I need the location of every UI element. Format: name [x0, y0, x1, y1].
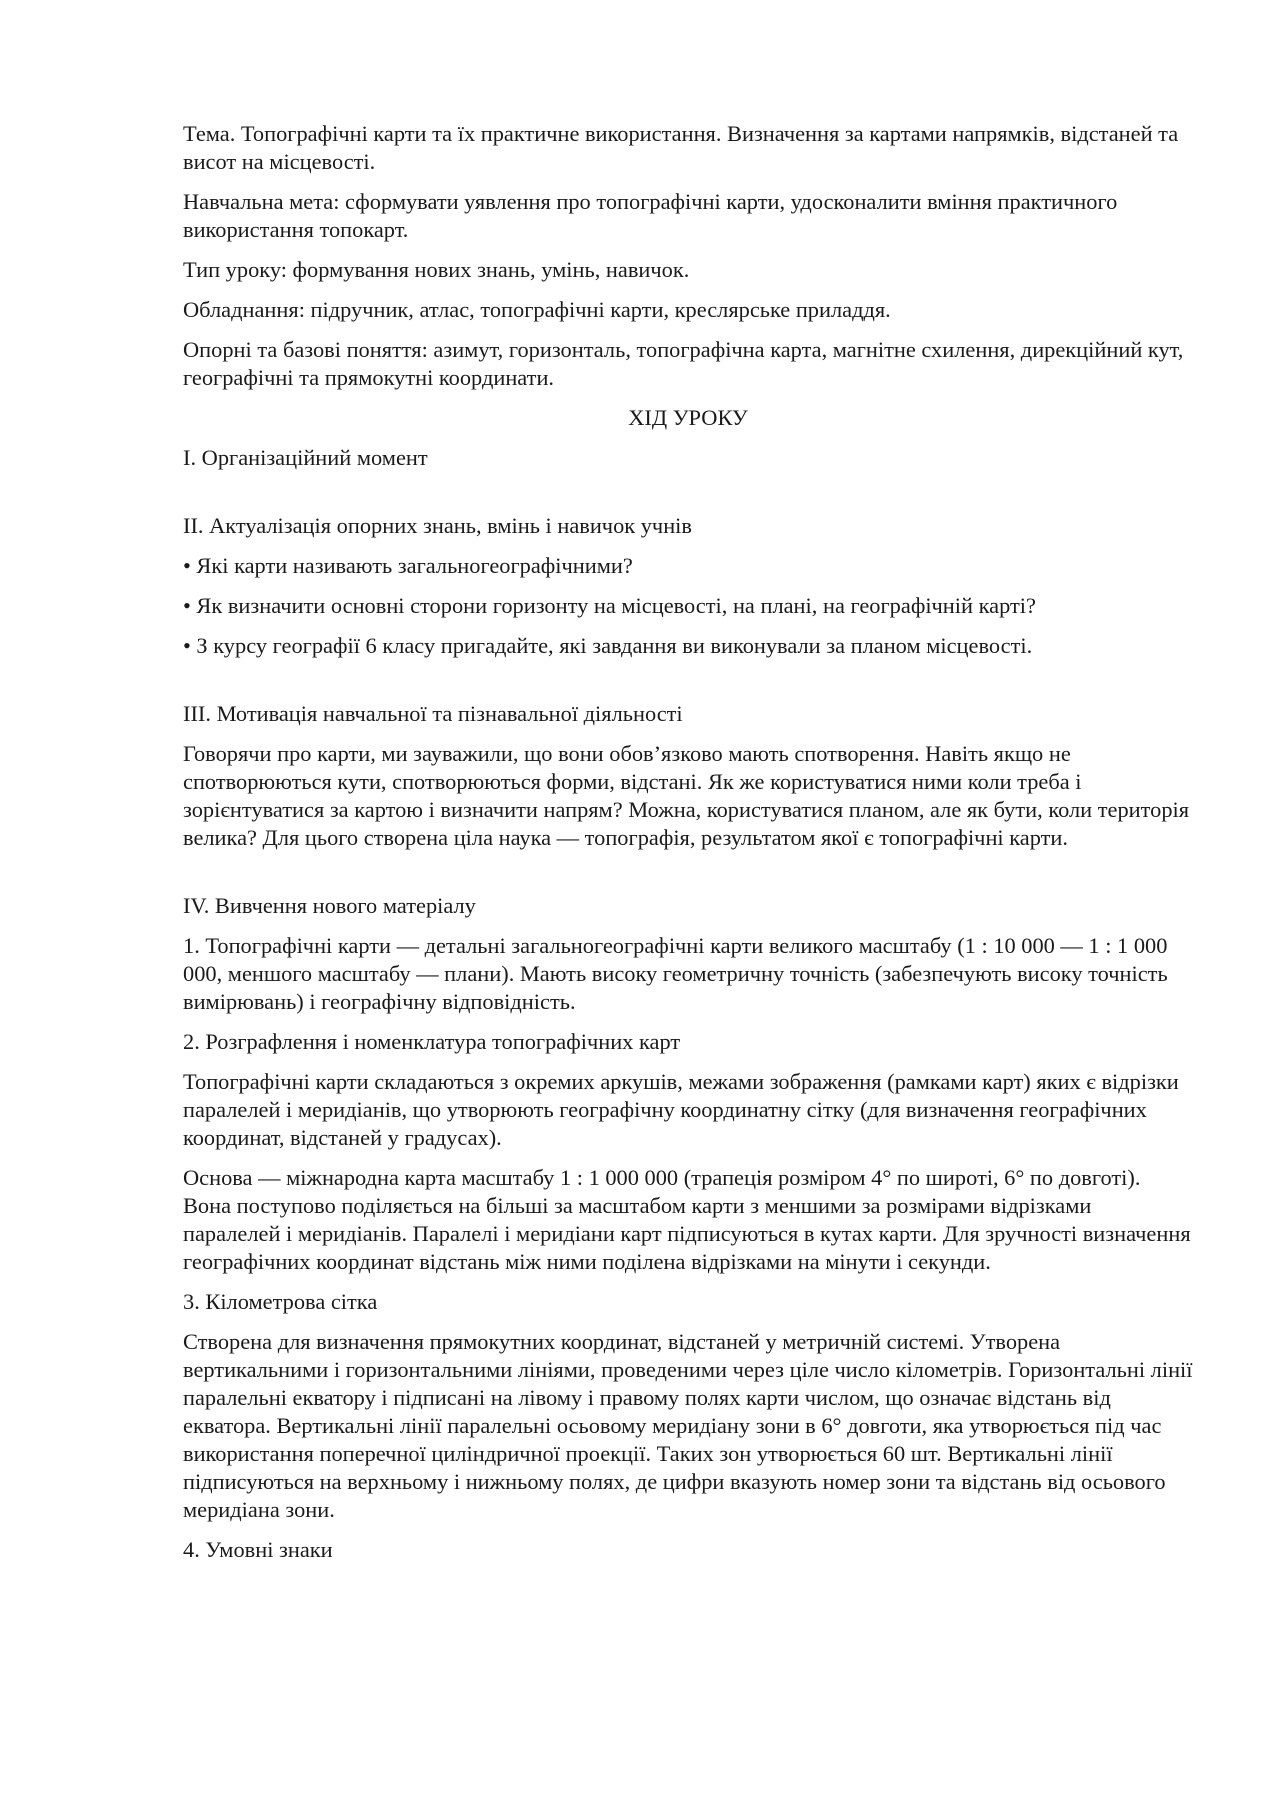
- item-4-heading: 4. Умовні знаки: [183, 1537, 333, 1562]
- item-2-paragraph-2: Основа — міжнародна карта масштабу 1 : 1 000 000 (трапеція розміром 4° по широті, 6° по довготі). Вона поступово поділяється на більші за масштабом карти з меншими за розмірами відрізками паралелей і меридіанів. Паралелі і меридіани карт підписуються в кутах карти. Для зручності визначення географічних координат відстань між ними поділена відрізками на мінути і секунди.: [183, 1165, 1191, 1274]
- item-3-paragraph: Створена для визначення прямокутних координат, відстаней у метричній системі. Утворена вертикальними і горизонтальними лініями, проведеними через ціле число кілометрів. Горизонтальні лінії паралельні екватору і підписані на лівому і правому полях карти числом, що означає відстань від екватора. Вертикальні лінії паралельні осьовому меридіану зони в 6° довготи, яка утворюється під час використання поперечної циліндричної проекції. Таких зон утворюється 60 шт. Вертикальні лінії підписуються на верхньому і нижньому полях, де цифри вказують номер зони та відстань від осьового меридіана зони.: [183, 1329, 1193, 1522]
- lesson-topic: Тема. Топографічні карти та їх практичне використання. Визначення за картами напрямків, відстаней та висот на місцевості.: [183, 121, 1179, 174]
- lesson-goal: Навчальна мета: сформувати уявлення про топографічні карти, удосконалити вміння практичного використання топокарт.: [183, 189, 1118, 242]
- lesson-key-concepts: Опорні та базові поняття: азимут, горизонталь, топографічна карта, магнітне схилення, дирекційний кут, географічні та прямокутні координати.: [183, 337, 1184, 390]
- item-2-heading: 2. Розграфлення і номенклатура топографічних карт: [183, 1029, 681, 1054]
- section-heading-4: IV. Вивчення нового матеріалу: [183, 893, 476, 918]
- item-1-paragraph: 1. Топографічні карти — детальні загальногеографічні карти великого масштабу (1 : 10 000 — 1 : 1 000 000, меншого масштабу — плани). Мають високу геометричну точність (забезпечують високу точність вимірювань) і географічну відповідність.: [183, 933, 1168, 1014]
- lesson-heading: ХІД УРОКУ: [628, 405, 748, 430]
- question-item: • Які карти називають загальногеографічними?: [183, 553, 633, 578]
- question-item: • Як визначити основні сторони горизонту на місцевості, на плані, на географічній карті?: [183, 593, 1036, 618]
- question-item: • З курсу географії 6 класу пригадайте, які завдання ви виконували за планом місцевості.: [183, 633, 1033, 658]
- section-heading-1: I. Організаційний момент: [183, 445, 428, 470]
- item-2-paragraph-1: Топографічні карти складаються з окремих аркушів, межами зображення (рамками карт) яких є відрізки паралелей і меридіанів, що утворюють географічну координатну сітку (для визначення географічних координат, відстаней у градусах).: [183, 1069, 1179, 1150]
- document-body: [183, 120, 1193, 1576]
- lesson-type: Тип уроку: формування нових знань, умінь, навичок.: [183, 257, 690, 282]
- section-heading-2: II. Актуалізація опорних знань, вмінь і навичок учнів: [183, 513, 692, 538]
- lesson-equipment: Обладнання: підручник, атлас, топографічні карти, креслярське приладдя.: [183, 297, 891, 322]
- section-heading-3: III. Мотивація навчальної та пізнавальної діяльності: [183, 701, 683, 726]
- motivation-paragraph: Говорячи про карти, ми зауважили, що вони обов’язково мають спотворення. Навіть якщо не спотворюються кути, спотворюються форми, відстані. Як же користуватися ними коли треба і зорієнтуватися за картою і визначити напрям? Можна, користуватися планом, але як бути, коли територія велика? Для цього створена ціла наука — топографія, результатом якої є топографічні карти.: [183, 741, 1190, 850]
- item-3-heading: 3. Кілометрова сітка: [183, 1289, 378, 1314]
